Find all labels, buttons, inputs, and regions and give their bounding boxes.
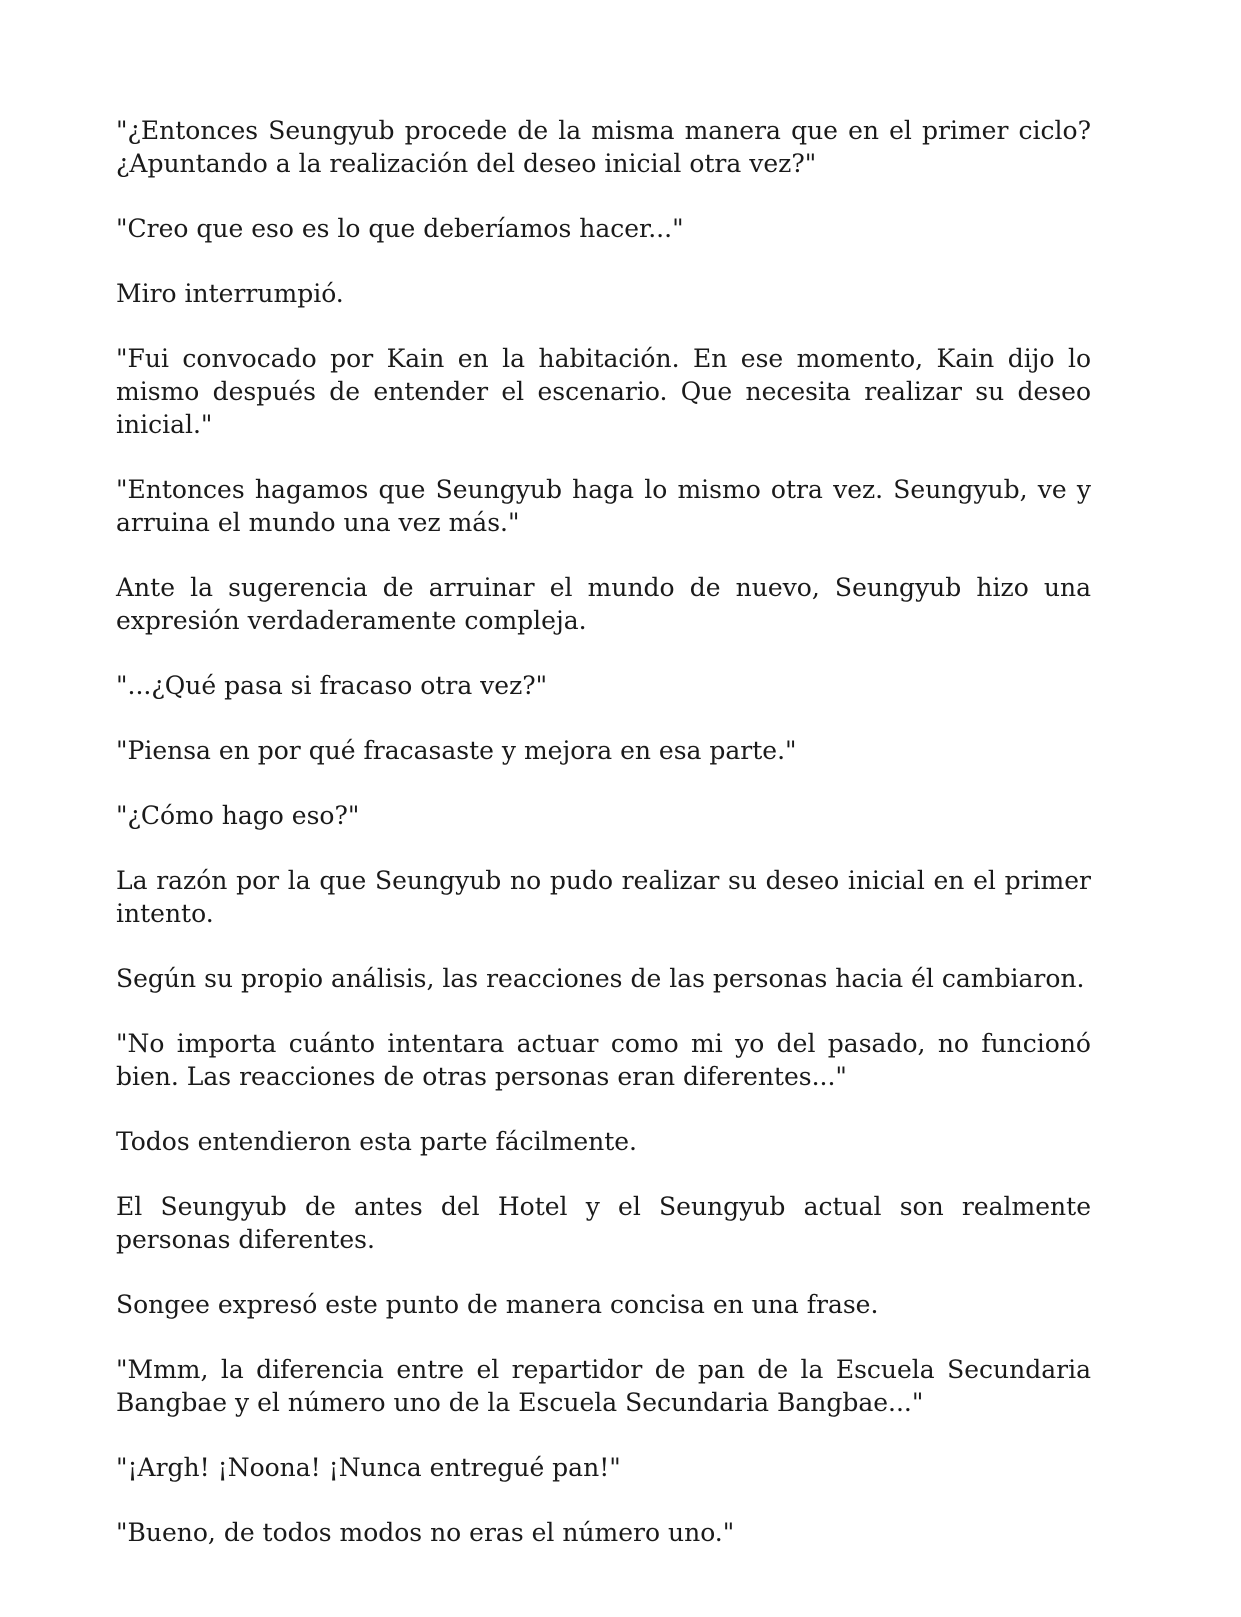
paragraph-13: Todos entendieron esta parte fácilmente. — [116, 1127, 638, 1156]
body-text — [116, 114, 1091, 1581]
paragraph-17: "¡Argh! ¡Noona! ¡Nunca entregué pan!" — [116, 1453, 621, 1482]
paragraph-6: Ante la sugerencia de arruinar el mundo de nuevo, Seungyub hizo una expresión verdaderamente compleja. — [116, 573, 1091, 635]
paragraph-10: La razón por la que Seungyub no pudo realizar su deseo inicial en el primer intento. — [116, 866, 1091, 928]
paragraph-15: Songee expresó este punto de manera concisa en una frase. — [116, 1290, 879, 1319]
paragraph-11: Según su propio análisis, las reacciones de las personas hacia él cambiaron. — [116, 964, 1085, 993]
paragraph-1: "¿Entonces Seungyub procede de la misma manera que en el primer ciclo? ¿Apuntando a la realización del deseo inicial otra vez?" — [116, 116, 1091, 178]
paragraph-2: "Creo que eso es lo que deberíamos hacer..." — [116, 214, 684, 243]
paragraph-8: "Piensa en por qué fracasaste y mejora en esa parte." — [116, 736, 797, 765]
paragraph-14: El Seungyub de antes del Hotel y el Seungyub actual son realmente personas diferentes. — [116, 1192, 1091, 1254]
paragraph-4: "Fui convocado por Kain en la habitación. En ese momento, Kain dijo lo mismo después de entender el escenario. Que necesita realizar su deseo inicial." — [116, 344, 1091, 439]
paragraph-12: "No importa cuánto intentara actuar como mi yo del pasado, no funcionó bien. Las reacciones de otras personas eran diferentes..." — [116, 1029, 1091, 1091]
paragraph-9: "¿Cómo hago eso?" — [116, 801, 360, 830]
paragraph-3: Miro interrumpió. — [116, 279, 344, 308]
paragraph-7: "...¿Qué pasa si fracaso otra vez?" — [116, 671, 548, 700]
paragraph-16: "Mmm, la diferencia entre el repartidor de pan de la Escuela Secundaria Bangbae y el número uno de la Escuela Secundaria Bangbae..." — [116, 1355, 1091, 1417]
paragraph-5: "Entonces hagamos que Seungyub haga lo mismo otra vez. Seungyub, ve y arruina el mundo una vez más." — [116, 475, 1091, 537]
paragraph-18: "Bueno, de todos modos no eras el número uno." — [116, 1518, 735, 1547]
